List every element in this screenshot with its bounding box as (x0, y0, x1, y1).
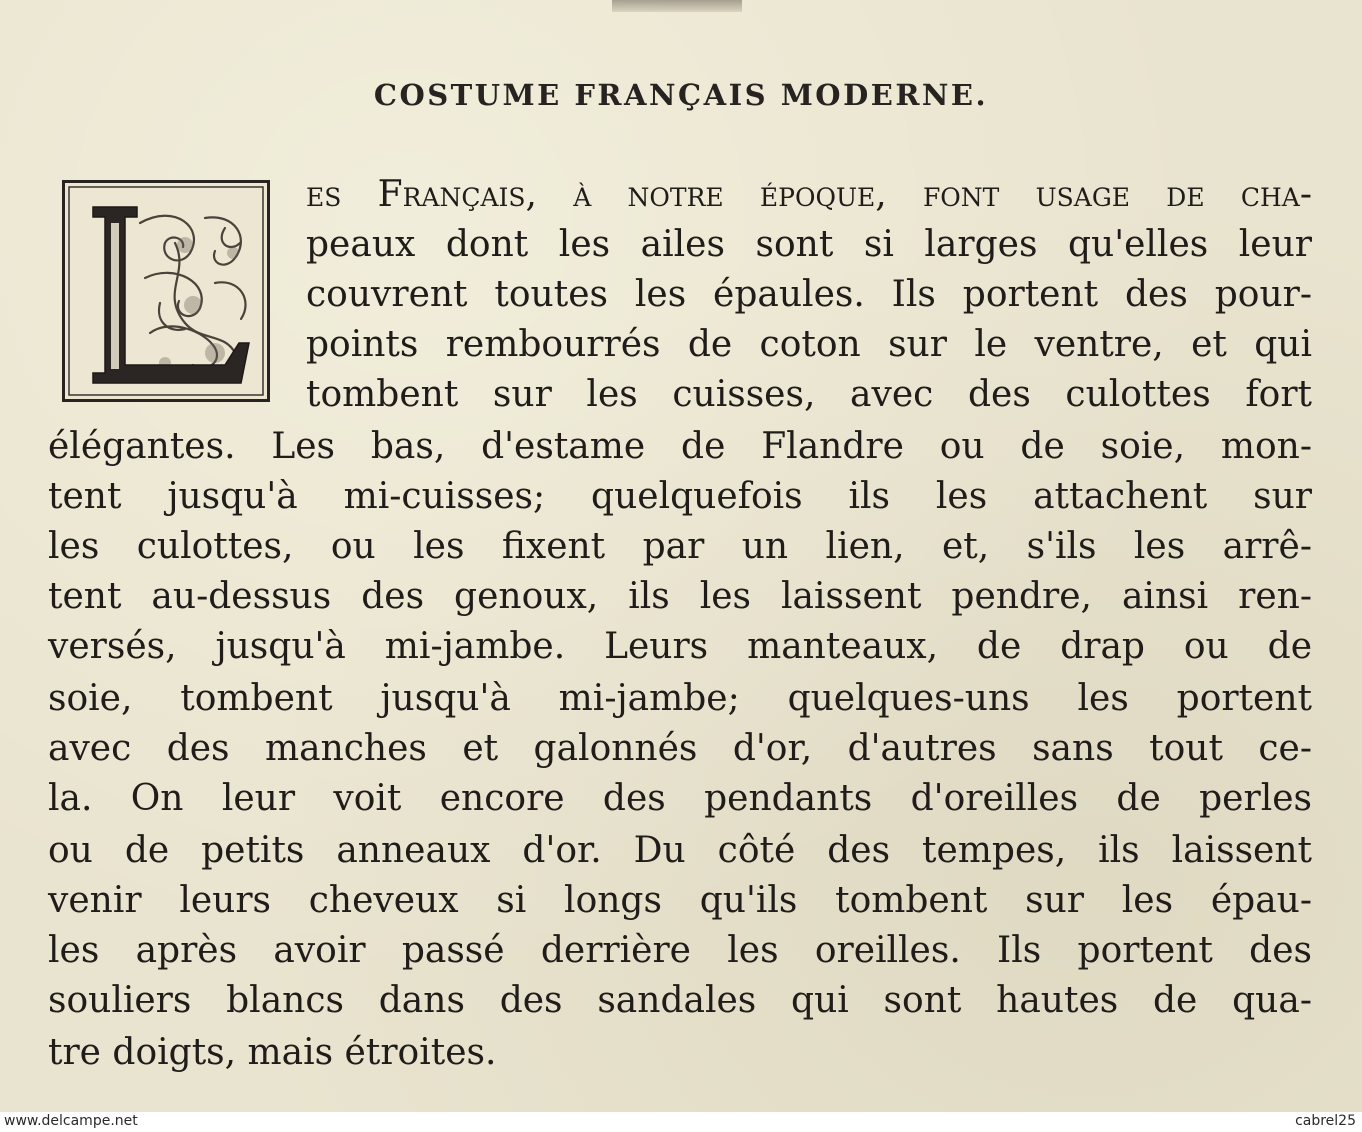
paragraph-line: la. On leur voit encore des pendants d'oreilles de perles (48, 778, 1312, 819)
paragraph-line: souliers blancs dans des sandales qui sont hautes de qua- (48, 980, 1312, 1021)
paragraph-line: venir leurs cheveux si longs qu'ils tombent sur les épau- (48, 880, 1312, 921)
section-heading: COSTUME FRANÇAIS MODERNE. (373, 78, 989, 112)
paragraph-line: tent jusqu'à mi-cuisses; quelquefois ils les attachent sur (48, 476, 1312, 517)
ornament-initial-icon (65, 183, 267, 399)
paragraph-line: avec des manches et galonnés d'or, d'autres sans tout ce- (48, 728, 1312, 769)
paragraph-line: tombent sur les cuisses, avec des culottes fort (306, 374, 1312, 415)
paragraph-line: soie, tombent jusqu'à mi-jambe; quelques-uns les portent (48, 678, 1312, 719)
paragraph-line: couvrent toutes les épaules. Ils portent des pour- (306, 274, 1312, 315)
paragraph-line: élégantes. Les bas, d'estame de Flandre ou de soie, mon- (48, 426, 1312, 467)
paragraph-line: tent au-dessus des genoux, ils les laissent pendre, ainsi ren- (48, 576, 1312, 617)
paragraph-line: les après avoir passé derrière les oreilles. Ils portent des (48, 930, 1312, 971)
watermark-bar (0, 1112, 1362, 1132)
paragraph-line: peaux dont les ailes sont si larges qu'elles leur (306, 224, 1312, 265)
paragraph-line: les culottes, ou les fixent par un lien, et, s'ils les arrê- (48, 526, 1312, 567)
decorated-initial (62, 180, 270, 402)
paragraph-line: points rembourrés de coton sur le ventre, et qui (306, 324, 1312, 365)
top-ornament (612, 0, 742, 12)
watermark-seller: cabrel25 (1295, 1113, 1356, 1129)
paragraph-line: ou de petits anneaux d'or. Du côté des tempes, ils laissent (48, 830, 1312, 871)
watermark-site: www.delcampe.net (4, 1113, 138, 1129)
paragraph-line: versés, jusqu'à mi-jambe. Leurs manteaux, de drap ou de (48, 626, 1312, 667)
paragraph-line-text: es Français, à notre époque, font usage de cha- (306, 174, 1312, 215)
paragraph-line (306, 170, 1312, 220)
paragraph-line: tre doigts, mais étroites. (48, 1032, 497, 1073)
